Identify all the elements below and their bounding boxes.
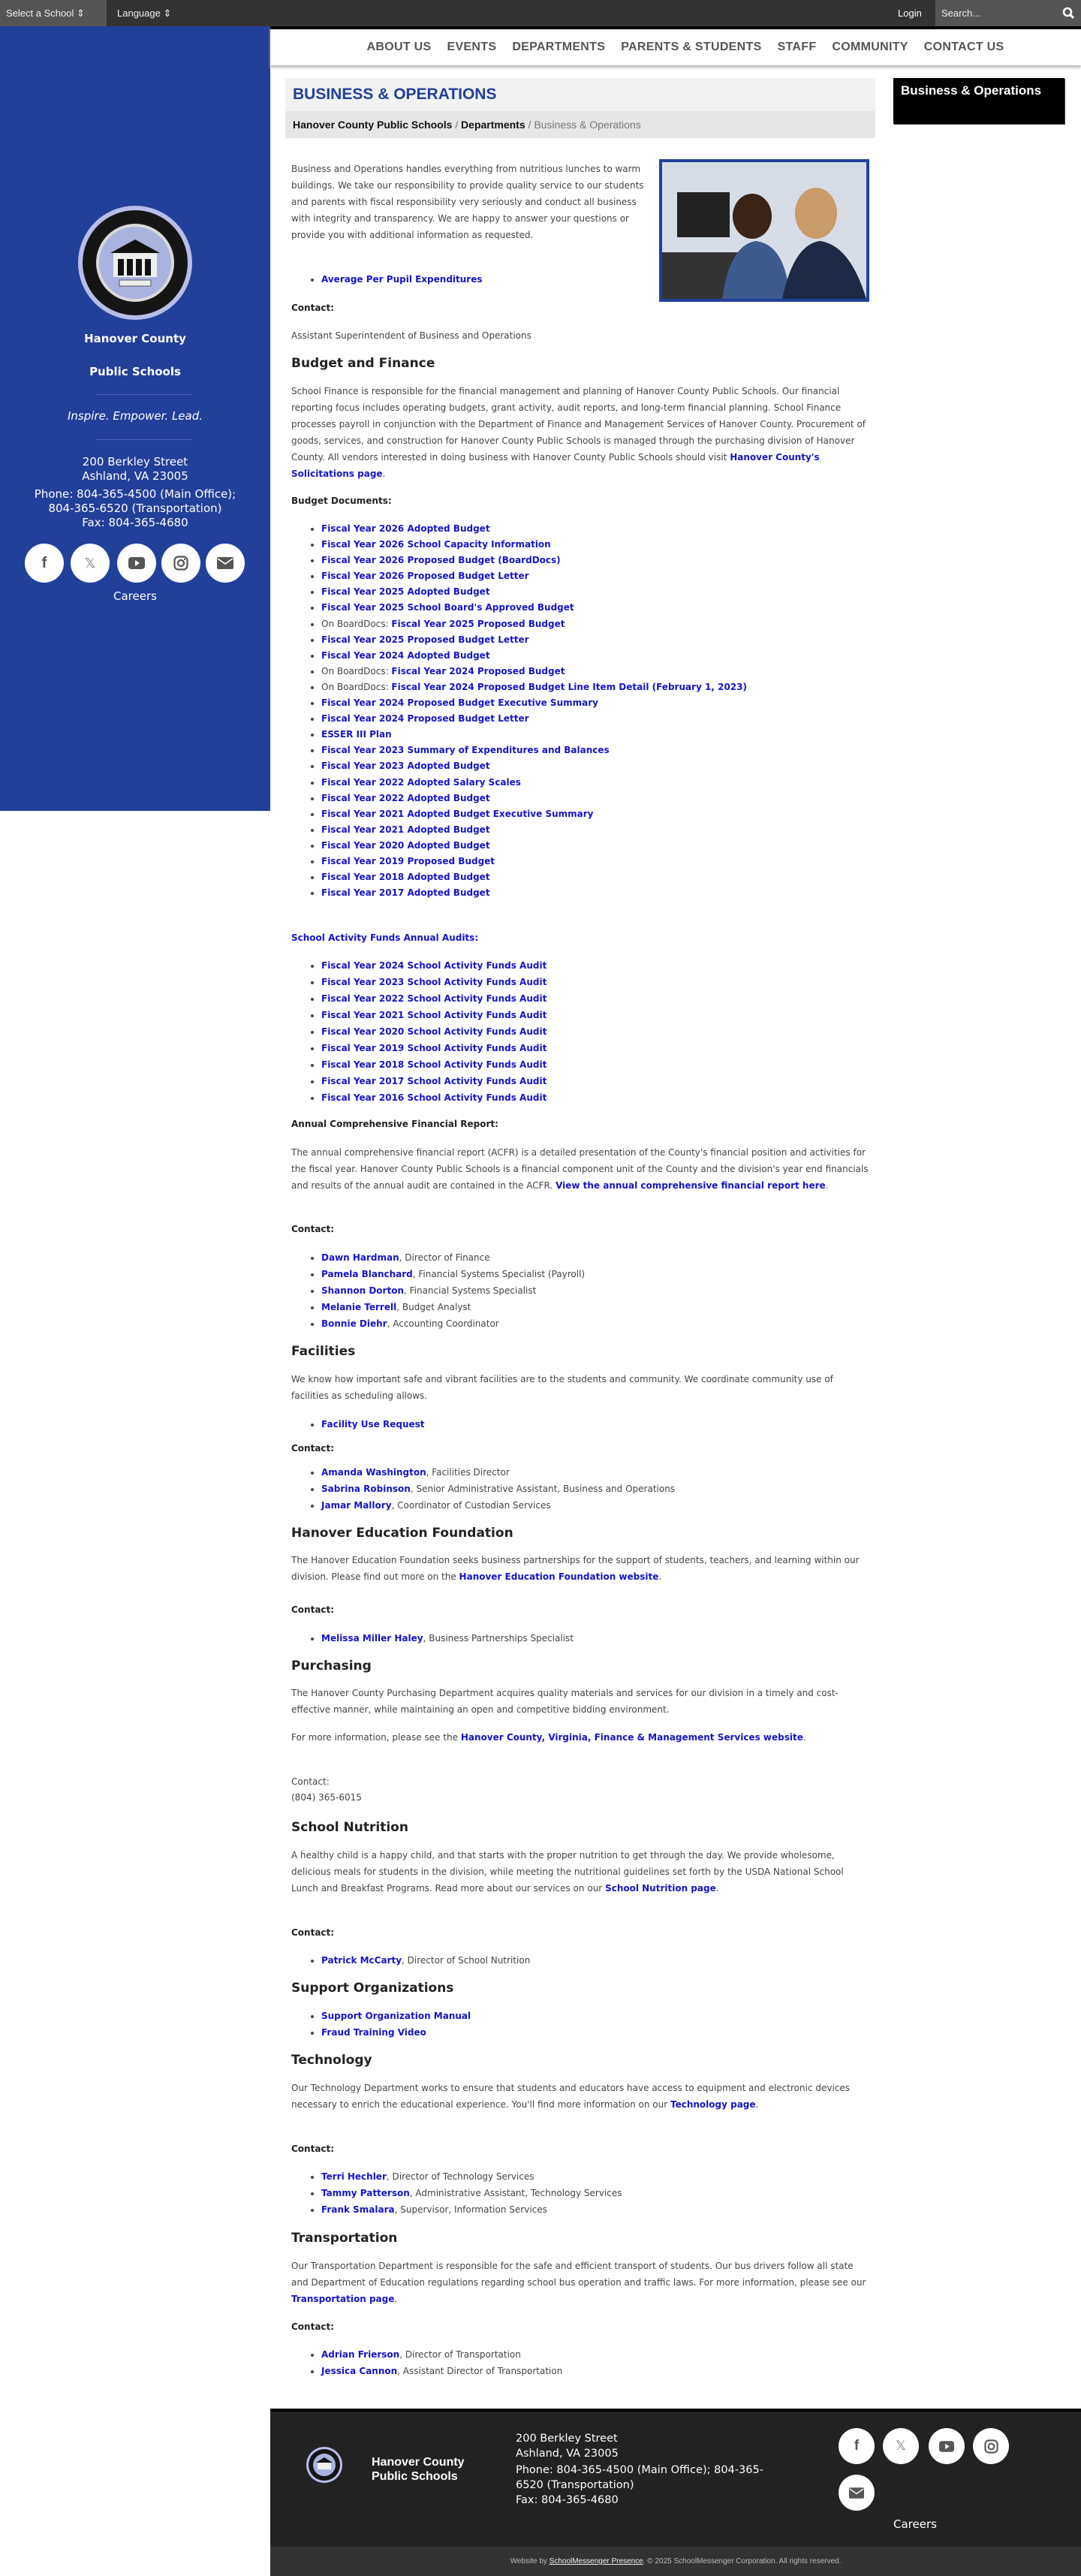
document-link[interactable]: Fiscal Year 2018 School Activity Funds Audit [321, 1059, 547, 1070]
list-item [321, 1315, 871, 1332]
hef-paragraph [291, 1552, 871, 1585]
nutrition-contacts [291, 1952, 871, 1969]
contact-label: Contact: [291, 1927, 335, 1938]
acfr-label: Annual Comprehensive Financial Report: [291, 1119, 498, 1129]
contact-label: Contact: [291, 2144, 335, 2154]
contact-name-link[interactable]: Shannon Dorton [321, 1285, 404, 1296]
list-item [321, 1023, 871, 1040]
contact-label: Contact: [291, 1604, 335, 1615]
list-item [321, 885, 871, 901]
paragraph-text: We know how important safe and vibrant facilities are to the students and community. We coordinate community use of facilities as scheduling allows. [291, 1374, 833, 1401]
paragraph-text: . [382, 469, 386, 479]
technology-paragraph [291, 2080, 871, 2113]
link-list [291, 1416, 871, 1433]
heading-school-nutrition: School Nutrition [291, 1820, 408, 1835]
paragraph-text: . [715, 1883, 719, 1894]
paragraph-text: The Hanover County Purchasing Department acquires quality materials and services for our division in a timely and cost-effective manner, while maintaining an open and competitive bidding environment. [291, 1688, 839, 1715]
contact-name-link[interactable]: Adrian Frierson [321, 2349, 400, 2360]
transportation-contacts [291, 2346, 871, 2379]
document-link[interactable]: Fiscal Year 2021 Adopted Budget [321, 824, 490, 835]
document-link[interactable]: Fiscal Year 2026 School Capacity Information [321, 539, 551, 550]
paragraph-text: The Hanover Education Foundation seeks business partnerships for the support of students, teachers, and learning within our division. Please find out more on the [291, 1555, 860, 1582]
footer-seal-logo[interactable] [306, 2446, 343, 2484]
nav-item-community[interactable]: COMMUNITY [832, 41, 908, 53]
facilities-contacts [291, 1464, 871, 1514]
left-sidebar [0, 26, 270, 811]
list-item [321, 1266, 871, 1282]
list-item [321, 1282, 871, 1299]
list-item [321, 854, 871, 869]
item-prefix: On BoardDocs: [321, 665, 392, 676]
heading-support-organizations: Support Organizations [291, 1981, 454, 1996]
document-link[interactable]: Fiscal Year 2024 Proposed Budget Executive Summary [321, 697, 598, 709]
heading-purchasing: Purchasing [291, 1659, 372, 1674]
link-list [291, 957, 871, 1106]
list-item [321, 775, 871, 791]
contact-role: , Supervisor, Information Services [394, 2204, 547, 2215]
contact-name-link[interactable]: Amanda Washington [321, 1467, 426, 1478]
paragraph-text: Our Transportation Department is responsible for the safe and efficient transport of students. Our bus drivers follow all state and Department of Education regulations regarding school bus operation and traffic laws. For more information, please see our [291, 2261, 866, 2288]
document-link[interactable]: Fiscal Year 2022 Adopted Budget [321, 792, 490, 803]
inline-link[interactable]: Transportation page [291, 2294, 395, 2304]
list-item [321, 758, 871, 774]
contact-label: Contact: [291, 1224, 335, 1234]
list-item [321, 1007, 871, 1023]
instagram-icon [984, 2439, 998, 2454]
support-links [291, 2008, 871, 2041]
contact-name-link[interactable]: Frank Smalara [321, 2204, 395, 2215]
breadcrumb-departments[interactable]: Departments [461, 119, 525, 131]
link-list [291, 271, 871, 288]
list-item [321, 743, 871, 758]
audits-list [291, 957, 871, 1106]
paragraph-text: . [802, 1732, 806, 1743]
facebook-icon: f [41, 554, 47, 571]
list-item [321, 600, 871, 616]
document-link[interactable]: Fiscal Year 2024 Adopted Budget [321, 649, 490, 661]
list-item [321, 1416, 871, 1433]
x-icon: 𝕏 [896, 2439, 906, 2454]
item-prefix: On BoardDocs: [321, 681, 392, 692]
nav-item-departments[interactable]: DEPARTMENTS [512, 41, 606, 53]
paragraph-text: For more information, please see the [291, 1732, 461, 1743]
list-item [321, 271, 871, 288]
document-link[interactable]: Fiscal Year 2019 School Activity Funds Audit [321, 1043, 547, 1053]
purchasing-contact: Contact: (804) 365-6015 [291, 1774, 871, 1806]
list-item [321, 1056, 871, 1073]
finance-contacts [291, 1249, 871, 1332]
select-school-dropdown[interactable]: Select a School ⇕ [0, 0, 107, 26]
list-item [321, 1299, 871, 1315]
footer-youtube-button[interactable] [929, 2428, 965, 2464]
divider [96, 394, 192, 395]
document-link[interactable]: Fraud Training Video [321, 2027, 426, 2038]
search-input[interactable] [940, 5, 1052, 21]
footer-instagram-button[interactable] [973, 2428, 1009, 2464]
list-item [321, 648, 871, 664]
document-link[interactable]: Fiscal Year 2022 Adopted Salary Scales [321, 776, 521, 788]
heading-transportation: Transportation [291, 2231, 398, 2246]
contact-role: , Director of Finance [399, 1252, 490, 1263]
sort-arrows-icon: ⇕ [163, 8, 172, 19]
list-item [321, 1952, 871, 1969]
document-link[interactable]: Fiscal Year 2024 Proposed Budget Line Item Detail (February 1, 2023) [391, 681, 747, 692]
tagline: Inspire. Empower. Lead. [67, 409, 203, 423]
link-list [291, 521, 871, 901]
inline-link[interactable]: View the annual comprehensive financial report here [556, 1180, 826, 1191]
contact-role: , Coordinator of Custodian Services [391, 1500, 551, 1511]
contact-role: , Financial Systems Specialist [403, 1285, 537, 1296]
document-link[interactable]: Fiscal Year 2020 School Activity Funds Audit [321, 1026, 547, 1037]
footer-careers-link[interactable]: Careers [893, 2517, 937, 2531]
document-link[interactable]: Fiscal Year 2026 Proposed Budget (BoardDocs) [321, 555, 561, 566]
contact-role: , Director of Transportation [399, 2349, 521, 2360]
intro-paragraph [291, 161, 658, 243]
contact-name-link[interactable]: Patrick McCarty [321, 1955, 402, 1966]
contact-name-link[interactable]: Bonnie Diehr [321, 1318, 387, 1329]
list-item [321, 2024, 871, 2041]
list-item [321, 521, 871, 537]
link-list [291, 1952, 871, 1969]
list-item [321, 584, 871, 600]
intro-links [291, 271, 871, 288]
login-link[interactable]: Login [898, 8, 922, 19]
purchasing-paragraph [291, 1685, 871, 1718]
nav-item-contact-us[interactable]: CONTACT US [923, 41, 1004, 53]
section-nav-current[interactable]: Business & Operations [893, 78, 1064, 124]
list-item [321, 695, 871, 711]
list-item [321, 1040, 871, 1056]
list-item [321, 1481, 871, 1497]
address: 200 Berkley Street Ashland, VA 23005 Phone: 804-365-4500 (Main Office); 804-365-6520 (Transportation) Fax: 804-365-4680 [34, 455, 236, 529]
document-link[interactable]: Average Per Pupil Expenditures [321, 274, 483, 285]
link-list [291, 2008, 871, 2041]
document-link[interactable]: Fiscal Year 2026 Adopted Budget [321, 523, 490, 534]
budget-paragraph [291, 383, 871, 482]
heading-technology: Technology [291, 2053, 372, 2068]
paragraph-text: Business and Operations handles everything from nutritious lunches to warm buildings. We take our responsibility to provide quality service to our students and parents with fiscal responsibility very seriously and conduct all business with integrity and transparency. We are happy to answer your questions or provide you with additional information as requested. [291, 164, 644, 240]
document-link[interactable]: Fiscal Year 2021 Adopted Budget Executive Summary [321, 808, 594, 819]
facilities-paragraph [291, 1371, 871, 1404]
page-title: BUSINESS & OPERATIONS [285, 78, 875, 111]
main-nav [270, 26, 1081, 65]
list-item [321, 1089, 871, 1106]
paragraph-text: . [825, 1180, 829, 1191]
link-list [291, 2346, 871, 2379]
purchasing-phone: (804) 365-6015 [291, 1792, 362, 1803]
document-link[interactable]: Fiscal Year 2025 Proposed Budget Letter [321, 634, 529, 645]
document-link[interactable]: Fiscal Year 2019 Proposed Budget [321, 855, 495, 866]
list-item [321, 568, 871, 584]
document-link[interactable]: Fiscal Year 2023 Adopted Budget [321, 761, 490, 772]
hef-contacts [291, 1630, 871, 1647]
contact-name-link[interactable]: Pamela Blanchard [321, 1269, 413, 1279]
copyright-bar: Website by SchoolMessenger Presence. © 2025 SchoolMessenger Corporation. All rights reserved. [270, 2547, 1081, 2576]
document-link[interactable]: Fiscal Year 2018 Adopted Budget [321, 872, 490, 883]
nutrition-paragraph [291, 1847, 871, 1897]
link-list [291, 1249, 871, 1332]
purchasing-more-info [291, 1729, 871, 1746]
contact-name-link[interactable]: Terri Hechler [321, 2171, 387, 2182]
contact-name-link[interactable]: Tammy Patterson [321, 2188, 410, 2198]
breadcrumb-home[interactable]: Hanover County Public Schools [293, 119, 453, 131]
facebook-button[interactable] [25, 544, 64, 583]
contact-role: , Assistant Director of Transportation [397, 2366, 563, 2376]
email-button[interactable] [206, 544, 245, 583]
contact-name-link[interactable]: Jessica Cannon [321, 2366, 398, 2376]
search-icon[interactable] [1062, 7, 1075, 20]
schoolmessenger-link[interactable]: SchoolMessenger Presence [549, 2557, 643, 2565]
document-link[interactable]: ESSER III Plan [321, 729, 392, 740]
top-bar [0, 0, 1081, 26]
document-link[interactable]: Fiscal Year 2017 Adopted Budget [321, 887, 490, 899]
acfr-paragraph [291, 1144, 871, 1194]
heading-education-foundation: Hanover Education Foundation [291, 1526, 513, 1541]
list-item [321, 632, 871, 648]
contact-label: Contact: [291, 303, 335, 313]
document-link[interactable]: Fiscal Year 2021 School Activity Funds Audit [321, 1010, 547, 1020]
contact-name-link[interactable]: Jamar Mallory [321, 1500, 392, 1511]
list-item [321, 1249, 871, 1266]
contact-label: Contact: [291, 2321, 335, 2332]
list-item [321, 2346, 871, 2363]
list-item [321, 553, 871, 568]
list-item [321, 616, 871, 632]
list-item [321, 806, 871, 822]
list-item [321, 664, 871, 679]
link-list [291, 1464, 871, 1514]
x-icon: 𝕏 [84, 555, 96, 571]
document-link[interactable]: Fiscal Year 2017 School Activity Funds Audit [321, 1076, 547, 1086]
heading-facilities: Facilities [291, 1344, 356, 1359]
search-box [935, 0, 1081, 26]
contact-name-link[interactable]: Melissa Miller Haley [321, 1633, 423, 1644]
inline-link[interactable]: School Nutrition page [605, 1883, 716, 1894]
list-item [321, 711, 871, 727]
careers-link[interactable]: Careers [113, 589, 157, 603]
transportation-paragraph [291, 2258, 871, 2307]
list-item [321, 990, 871, 1007]
document-link[interactable]: Fiscal Year 2020 Adopted Budget [321, 839, 490, 851]
list-item [321, 957, 871, 974]
breadcrumb-current: Business & Operations [534, 119, 641, 131]
document-link[interactable]: Fiscal Year 2026 Proposed Budget Letter [321, 571, 529, 582]
list-item [321, 727, 871, 743]
footer-address: 200 Berkley Street Ashland, VA 23005 Phone: 804-365-4500 (Main Office); 804-365-6520 (Transportation) Fax: 804-365-4680 [516, 2433, 763, 2506]
list-item [321, 2185, 871, 2201]
audits-link[interactable]: School Activity Funds Annual Audits: [291, 932, 479, 943]
contact-role: , Administrative Assistant, Technology Services [409, 2188, 622, 2198]
contact-role: , Business Partnerships Specialist [423, 1633, 574, 1644]
item-prefix: On BoardDocs: [321, 618, 392, 629]
x-twitter-button[interactable] [71, 544, 110, 583]
document-link[interactable]: Fiscal Year 2025 School Board's Approved Budget [321, 602, 574, 613]
contact-role: , Director of School Nutrition [402, 1955, 531, 1966]
technology-contacts [291, 2168, 871, 2218]
facebook-icon: f [854, 2438, 860, 2454]
paragraph-text: The annual comprehensive financial report (ACFR) is a detailed presentation of the County's financial position and activities for the fiscal year. Hanover County Public Schools is a financial component unit of the County and the division's year end financials and results of the annual audit are contained in the ACFR. [291, 1147, 869, 1191]
instagram-icon [173, 556, 188, 571]
contact-role: , Accounting Coordinator [387, 1318, 499, 1329]
footer-email-button[interactable] [839, 2475, 875, 2511]
nav-item-events[interactable]: EVENTS [447, 41, 497, 53]
sort-arrows-icon: ⇕ [76, 8, 85, 19]
budget-documents-label: Budget Documents: [291, 496, 392, 506]
list-item [321, 791, 871, 806]
paragraph-text: . [394, 2294, 398, 2304]
document-link[interactable]: Support Organization Manual [321, 2011, 471, 2021]
contact-name-link[interactable]: Dawn Hardman [321, 1252, 399, 1263]
list-item [321, 2201, 871, 2218]
footer-facebook-button[interactable] [839, 2428, 875, 2464]
instagram-button[interactable] [161, 544, 200, 583]
list-item [321, 1073, 871, 1089]
email-icon [217, 557, 233, 569]
inline-link[interactable]: Hanover Education Foundation website [459, 1571, 659, 1582]
list-item [321, 2008, 871, 2024]
district-name-line2: Public Schools [89, 365, 181, 378]
list-item [321, 537, 871, 553]
list-item [321, 974, 871, 990]
list-item [321, 2168, 871, 2185]
youtube-icon [939, 2441, 954, 2452]
youtube-button[interactable] [117, 544, 156, 583]
nav-item-staff[interactable]: STAFF [777, 41, 817, 53]
document-link[interactable]: Fiscal Year 2024 Proposed Budget Letter [321, 713, 529, 725]
contact-role: , Budget Analyst [396, 1302, 471, 1312]
intro-contact: Assistant Superintendent of Business and Operations [291, 330, 531, 341]
document-link[interactable]: Fiscal Year 2016 School Activity Funds Audit [321, 1092, 547, 1103]
contact-name-link[interactable]: Melanie Terrell [321, 1302, 397, 1312]
contact-role: , Senior Administrative Assistant, Business and Operations [410, 1484, 676, 1494]
link-list [291, 1630, 871, 1647]
list-item [321, 1464, 871, 1481]
language-dropdown[interactable]: Language ⇕ [117, 8, 172, 19]
document-link[interactable]: Fiscal Year 2025 Adopted Budget [321, 586, 490, 598]
link-list [291, 2168, 871, 2218]
document-link[interactable]: Fiscal Year 2023 School Activity Funds Audit [321, 977, 547, 987]
paragraph-text: . [658, 1571, 662, 1582]
document-link[interactable]: Fiscal Year 2024 School Activity Funds Audit [321, 960, 547, 971]
list-item [321, 869, 871, 885]
district-seal-logo[interactable] [77, 205, 193, 321]
list-item [321, 838, 871, 854]
heading-budget-finance: Budget and Finance [291, 356, 435, 371]
district-name-line1: Hanover County [84, 332, 186, 345]
breadcrumb: Hanover County Public Schools / Departments / Business & Operations [285, 111, 875, 138]
contact-role: , Facilities Director [426, 1467, 510, 1478]
paragraph-text: School Finance is responsible for the financial management and planning of Hanover County Public Schools. Our financial reporting focus includes operating budgets, grant activity, audit reports, and long-term financial planning. School Finance processes payroll in conjunction with the Department of Finance and Management Services of Hanover County. Procurement of goods, services, and construction for Hanover County Public Schools is managed through the purchasing division of Hanover County. All vendors interested in doing business with Hanover County Public Schools should visit [291, 386, 866, 462]
document-link[interactable]: Fiscal Year 2025 Proposed Budget [391, 618, 565, 629]
contact-role: , Director of Technology Services [386, 2171, 534, 2182]
contact-name-link[interactable]: Sabrina Robinson [321, 1484, 411, 1494]
list-item [321, 1630, 871, 1647]
nav-item-about-us[interactable]: ABOUT US [366, 41, 432, 53]
footer-x-button[interactable] [883, 2428, 919, 2464]
inline-link[interactable]: Hanover County's Solicitations page [291, 452, 820, 479]
list-item [321, 1497, 871, 1514]
inline-link[interactable]: Hanover County, Virginia, Finance & Management Services website [460, 1732, 803, 1743]
paragraph-text: Our Technology Department works to ensure that students and educators have access to equipment and electronic devices necessary to enrich the educational experience. You'll find more information on our [291, 2083, 851, 2110]
document-link[interactable]: Fiscal Year 2022 School Activity Funds Audit [321, 993, 547, 1004]
inline-link[interactable]: Technology page [670, 2099, 756, 2110]
nav-item-parents-students[interactable]: PARENTS & STUDENTS [621, 41, 762, 53]
divider [96, 439, 192, 440]
list-item [321, 2363, 871, 2379]
document-link[interactable]: Fiscal Year 2023 Summary of Expenditures and Balances [321, 745, 610, 756]
paragraph-text: A healthy child is a happy child, and that starts with the proper nutrition to get through the day. We provide wholesome, delicious meals for students in the division, while meeting the nutritional guidelines set forth by the USDA National School Lunch and Breakfast Programs. Read more about our services on our [291, 1850, 844, 1894]
youtube-icon [128, 557, 145, 569]
contact-label: Contact: [291, 1443, 335, 1454]
contact-role: , Financial Systems Specialist (Payroll) [412, 1269, 586, 1279]
document-link[interactable]: Facility Use Request [321, 1419, 425, 1430]
audits-label [291, 929, 871, 946]
facilities-links [291, 1416, 871, 1433]
budget-documents-list [291, 521, 871, 901]
document-link[interactable]: Fiscal Year 2024 Proposed Budget [391, 665, 565, 676]
list-item [321, 679, 871, 695]
list-item [321, 822, 871, 838]
footer [270, 2409, 1081, 2547]
email-icon [849, 2487, 864, 2499]
paragraph-text: . [755, 2099, 759, 2110]
footer-district-name: Hanover County Public Schools [372, 2456, 465, 2483]
